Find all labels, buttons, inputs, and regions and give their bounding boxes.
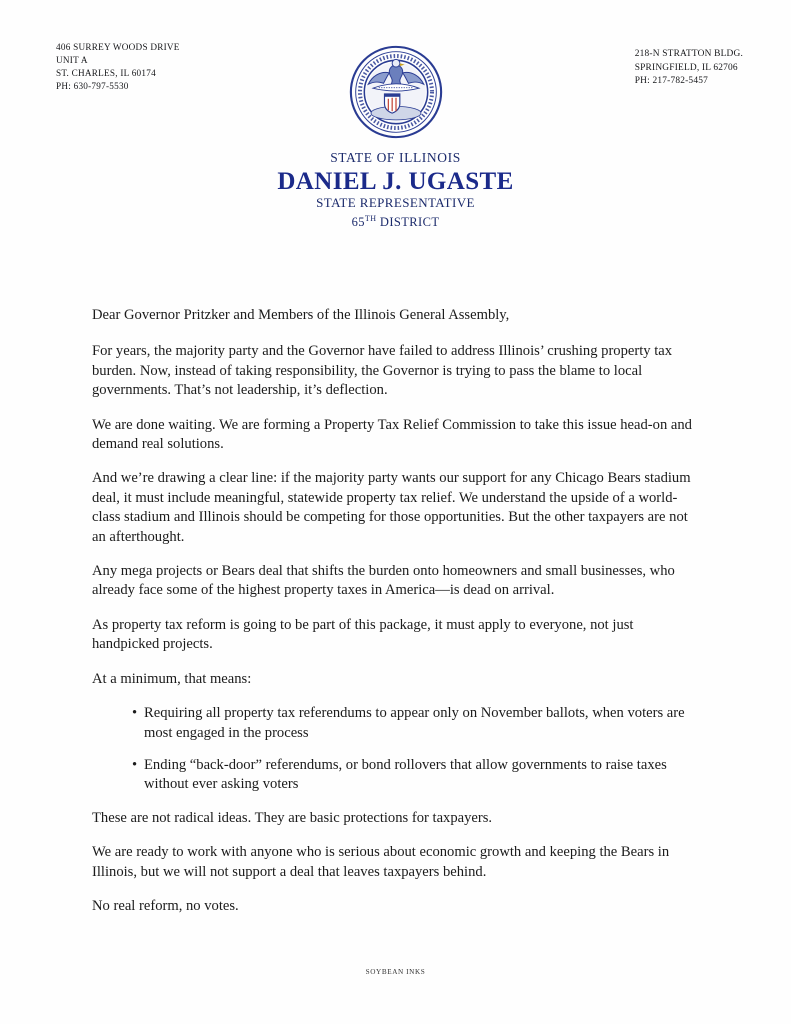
- salutation: Dear Governor Pritzker and Members of the Illinois General Assembly,: [92, 307, 510, 323]
- paragraph: For years, the majority party and the Governor have failed to address Illinois’ crushing property tax burden. Now, instead of taking responsibility, the Governor is trying to pass the blame to local governments. That’s not leadership, it’s deflection.: [92, 343, 673, 399]
- paragraph: No real reform, no votes.: [92, 897, 239, 914]
- district-word: DISTRICT: [379, 215, 440, 230]
- state-name: STATE OF ILLINOIS: [330, 150, 461, 165]
- paragraph: These are not radical ideas. They are basic protections for taxpayers.: [92, 809, 493, 826]
- address-line: 406 SURREY WOODS DRIVE: [56, 42, 180, 52]
- paragraph: At a minimum, that means:: [92, 670, 252, 687]
- district-number: 65: [351, 215, 365, 230]
- letterhead: [0, 0, 791, 250]
- list-item: • Requiring all property tax referendums to appear only on November ballots, when voters are most engaged in the process: [132, 704, 692, 743]
- demands-list: [92, 704, 692, 795]
- address-line: ST. CHARLES, IL 60174: [56, 68, 156, 79]
- address-line: 218-N STRATTON BLDG.: [634, 49, 743, 59]
- soybean-inks-note: SOYBEAN INKS: [365, 968, 426, 976]
- representative-district: [0, 214, 791, 230]
- letter-body: [92, 306, 692, 931]
- paragraph: As property tax reform is going to be part of this package, it must apply to everyone, not just handpicked projects.: [92, 616, 634, 653]
- address-line: SPRINGFIELD, IL 62706: [634, 62, 738, 73]
- representative-name: DANIEL J. UGASTE: [277, 168, 514, 195]
- paragraph: And we’re drawing a clear line: if the majority party wants our support for any Chicago Bears stadium deal, it must include meaningful, statewide property tax relief. We understand the upside of a world-class stadium and Illinois should be competing for those opportunities. But the other taxpayers are not an afterthought.: [92, 470, 691, 545]
- state-seal-icon: [348, 44, 444, 140]
- paragraph: We are done waiting. We are forming a Property Tax Relief Commission to take this issue head-on and demand real solutions.: [92, 416, 692, 453]
- address-line: PH: 630-797-5530: [56, 81, 129, 92]
- district-ordinal: TH: [364, 214, 377, 223]
- office-address-springfield: [635, 48, 743, 89]
- address-line: PH: 217-782-5457: [634, 76, 708, 87]
- paragraph: We are ready to work with anyone who is serious about economic growth and keeping the Bears in Illinois, but we will not support a deal that leaves taxpayers behind.: [92, 844, 670, 880]
- list-item: • Ending “back-door” referendums, or bond rollovers that allow governments to raise taxes without ever asking voters: [132, 756, 692, 795]
- address-line: UNIT A: [56, 55, 88, 66]
- representative-title: STATE REPRESENTATIVE: [316, 195, 475, 210]
- office-address-district: [56, 41, 180, 93]
- paragraph: Any mega projects or Bears deal that shifts the burden onto homeowners and small businesses, who already face some of the highest property taxes in America—is dead on arrival.: [92, 563, 675, 599]
